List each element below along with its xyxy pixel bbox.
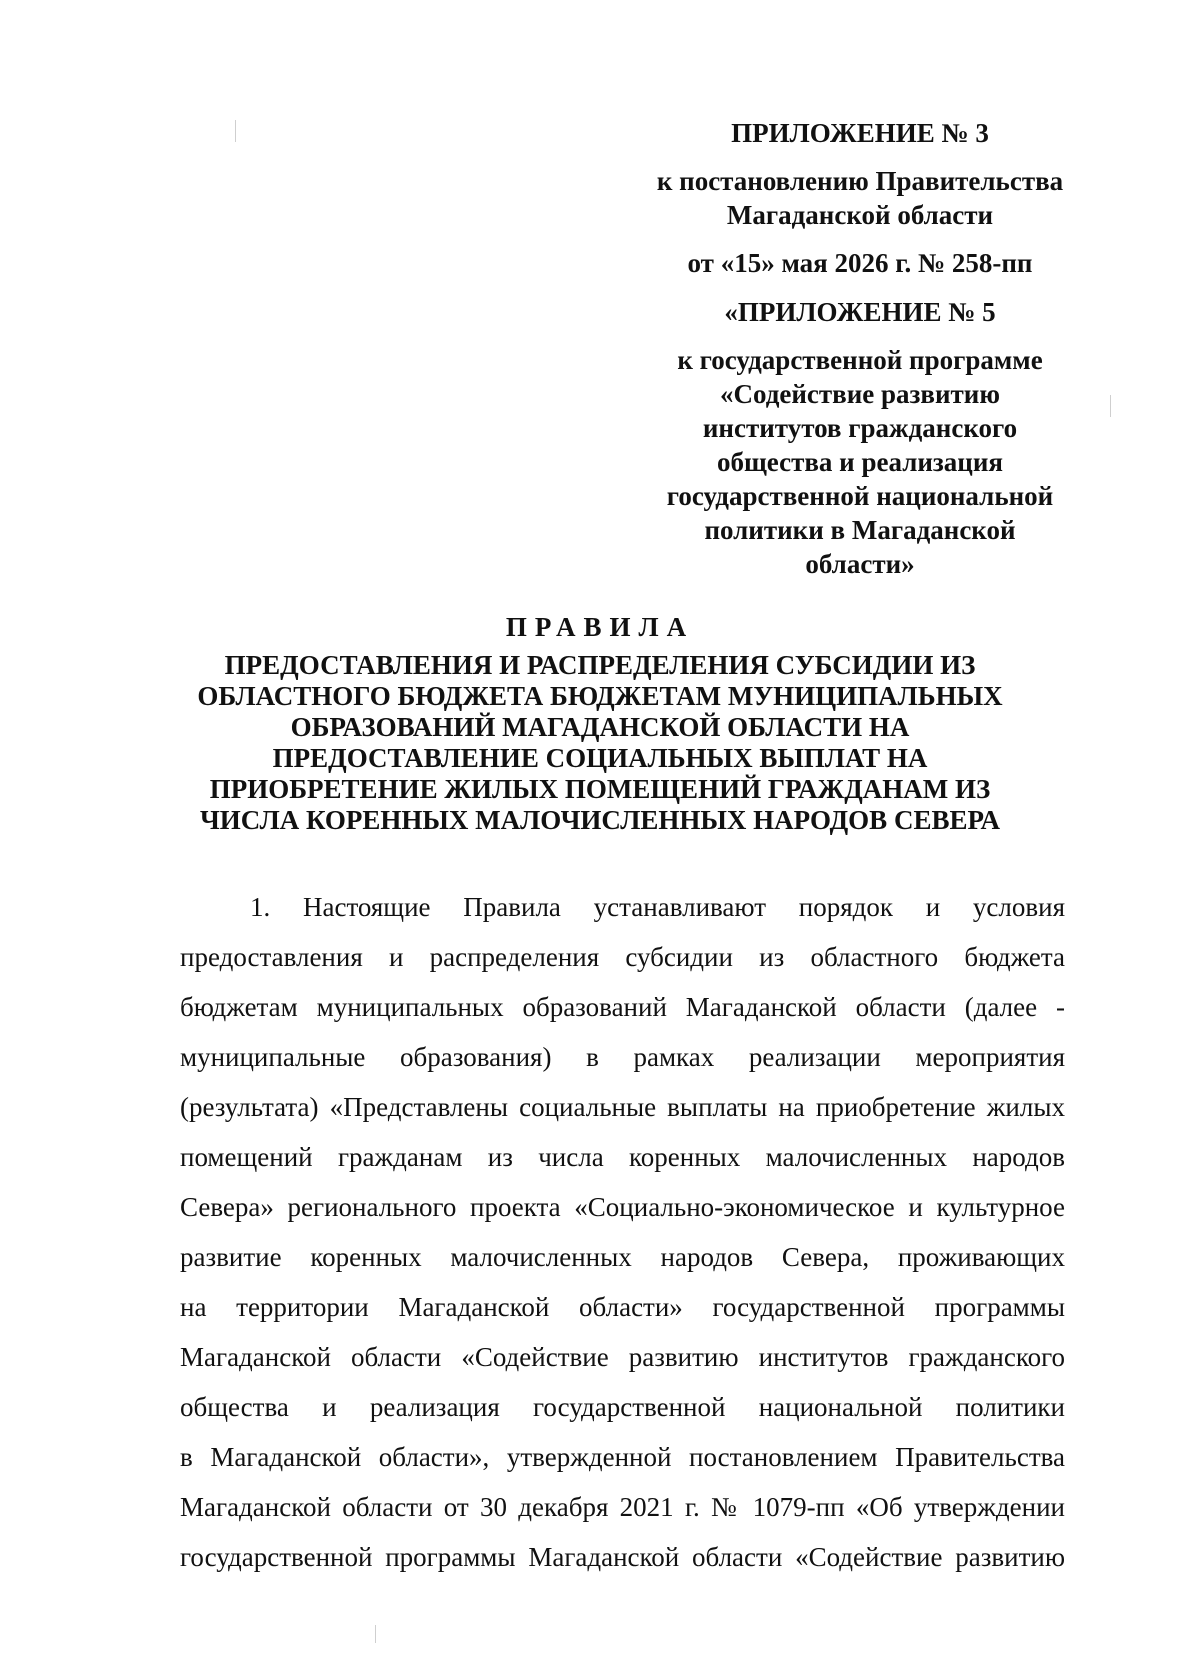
paragraph-line: в Магаданской области», утвержденной постановлением Правительства [180,1442,1065,1472]
paragraph-line: общества и реализация государственной национальной политики [180,1392,1065,1422]
paragraph-line: бюджетам муниципальных образований Магаданской области (далее - [180,992,1065,1022]
program-appendix-ref-line: общества и реализация [716,447,1003,477]
subtitle-line: ОБЛАСТНОГО БЮДЖЕТА БЮДЖЕТАМ МУНИЦИПАЛЬНЫХ [197,681,1003,711]
paragraph-line: Севера» регионального проекта «Социально-экономическое и культурное [180,1192,1065,1222]
program-appendix-ref-line: «Содействие развитию [720,379,1000,409]
subtitle-line: ЧИСЛА КОРЕННЫХ МАЛОЧИСЛЕННЫХ НАРОДОВ СЕВЕРА [199,805,1001,835]
appendix-region: Магаданской области [726,200,994,230]
scan-artifact-mark [375,1625,376,1643]
appendix-resolution-ref: к постановлению Правительства [656,166,1064,196]
program-appendix-header [600,295,1120,581]
paragraph-line: предоставления и распределения субсидии из областного бюджета [180,942,1065,972]
appendix-header [600,116,1120,280]
program-appendix-number: «ПРИЛОЖЕНИЕ № 5 [724,297,996,327]
paragraph-line: 1. Настоящие Правила устанавливают порядок и условия [250,892,1065,922]
subtitle-line: ПРЕДОСТАВЛЕНИЕ СОЦИАЛЬНЫХ ВЫПЛАТ НА [272,743,928,773]
subtitle-line: ОБРАЗОВАНИЙ МАГАДАНСКОЙ ОБЛАСТИ НА [290,712,910,742]
subtitle-line: ПРЕДОСТАВЛЕНИЯ И РАСПРЕДЕЛЕНИЯ СУБСИДИИ ИЗ [224,650,976,680]
appendix-date-number: от «15» мая 2026 г. № 258-пп [687,248,1033,278]
document-title: ПРАВИЛА [505,612,695,642]
paragraph-line: государственной программы Магаданской области «Содействие развитию [180,1542,1065,1572]
subtitle-line: ПРИОБРЕТЕНИЕ ЖИЛЫХ ПОМЕЩЕНИЙ ГРАЖДАНАМ ИЗ [209,774,991,804]
paragraph-line: муниципальные образования) в рамках реализации мероприятия [180,1042,1065,1072]
program-appendix-ref-line: политики в Магаданской [704,515,1016,545]
program-appendix-ref-line: области» [805,549,915,579]
paragraph-line: Магаданской области «Содействие развитию институтов гражданского [180,1342,1065,1372]
paragraph-line: (результата) «Представлены социальные выплаты на приобретение жилых [180,1092,1065,1122]
scan-artifact-mark [235,120,236,142]
program-appendix-ref-line: государственной национальной [666,481,1054,511]
paragraph-line: на территории Магаданской области» государственной программы [180,1292,1065,1322]
program-appendix-ref-line: к государственной программе [677,345,1043,375]
program-appendix-ref-line: институтов гражданского [702,413,1018,443]
paragraph-line: помещений гражданам из числа коренных малочисленных народов [180,1142,1065,1172]
paragraph-line: развитие коренных малочисленных народов Севера, проживающих [180,1242,1065,1272]
appendix-number: ПРИЛОЖЕНИЕ № 3 [731,118,989,148]
body-paragraph [180,882,1065,1582]
document-subtitle [150,650,1050,836]
paragraph-line: Магаданской области от 30 декабря 2021 г. № 1079-пп «Об утверждении [180,1492,1065,1522]
